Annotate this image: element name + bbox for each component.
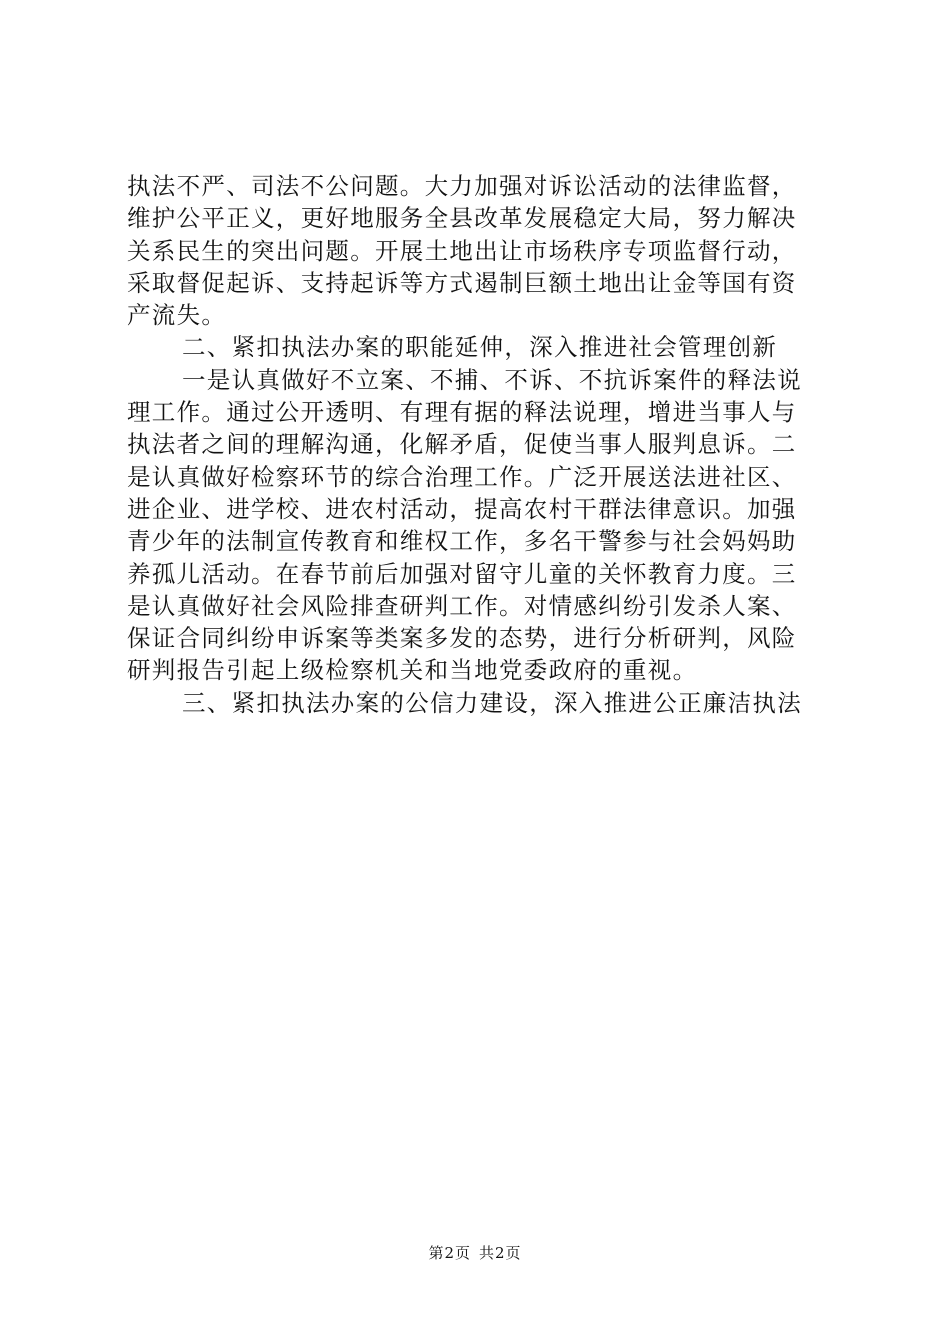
text-line-14: 是认真做好社会风险排查研判工作。对情感纠纷引发杀人案、	[127, 591, 797, 620]
text-line-13: 养孤儿活动。在春节前后加强对留守儿童的关怀教育力度。三	[127, 559, 797, 588]
text-line-1: 执法不严、司法不公问题。大力加强对诉讼活动的法律监督，	[127, 172, 797, 200]
text-line-16: 研判报告引起上级检察机关和当地党委政府的重视。	[127, 656, 698, 685]
text-line-3: 关系民生的突出问题。开展土地出让市场秩序专项监督行动，	[127, 236, 797, 265]
section-heading-2: 二、紧扣执法办案的职能延伸，深入推进社会管理创新	[182, 333, 778, 362]
text-line-10: 是认真做好检察环节的综合治理工作。广泛开展送法进社区、	[127, 462, 797, 491]
text-line-8: 理工作。通过公开透明、有理有据的释法说理，增进当事人与	[127, 398, 797, 427]
text-line-5: 产流失。	[127, 301, 227, 330]
text-line-4: 采取督促起诉、支持起诉等方式遏制巨额土地出让金等国有资	[127, 268, 797, 297]
page-total: 共2页	[479, 1244, 522, 1262]
text-line-15: 保证合同纠纷申诉案等类案多发的态势，进行分析研判，风险	[127, 624, 797, 653]
text-line-11: 进企业、进学校、进农村活动，提高农村干群法律意识。加强	[127, 494, 797, 523]
text-line-9: 执法者之间的理解沟通，化解矛盾，促使当事人服判息诉。二	[127, 430, 797, 459]
section-heading-3: 三、紧扣执法办案的公信力建设，深入推进公正廉洁执法	[182, 688, 802, 717]
text-line-2: 维护公平正义，更好地服务全县改革发展稳定大局，努力解决	[127, 204, 797, 233]
text-line-7: 一是认真做好不立案、不捕、不诉、不抗诉案件的释法说	[182, 365, 802, 394]
page-footer	[0, 1242, 950, 1263]
text-line-12: 青少年的法制宣传教育和维权工作，多名干警参与社会妈妈助	[127, 527, 797, 556]
page-number: 第2页	[428, 1244, 471, 1262]
document-body	[127, 170, 827, 719]
